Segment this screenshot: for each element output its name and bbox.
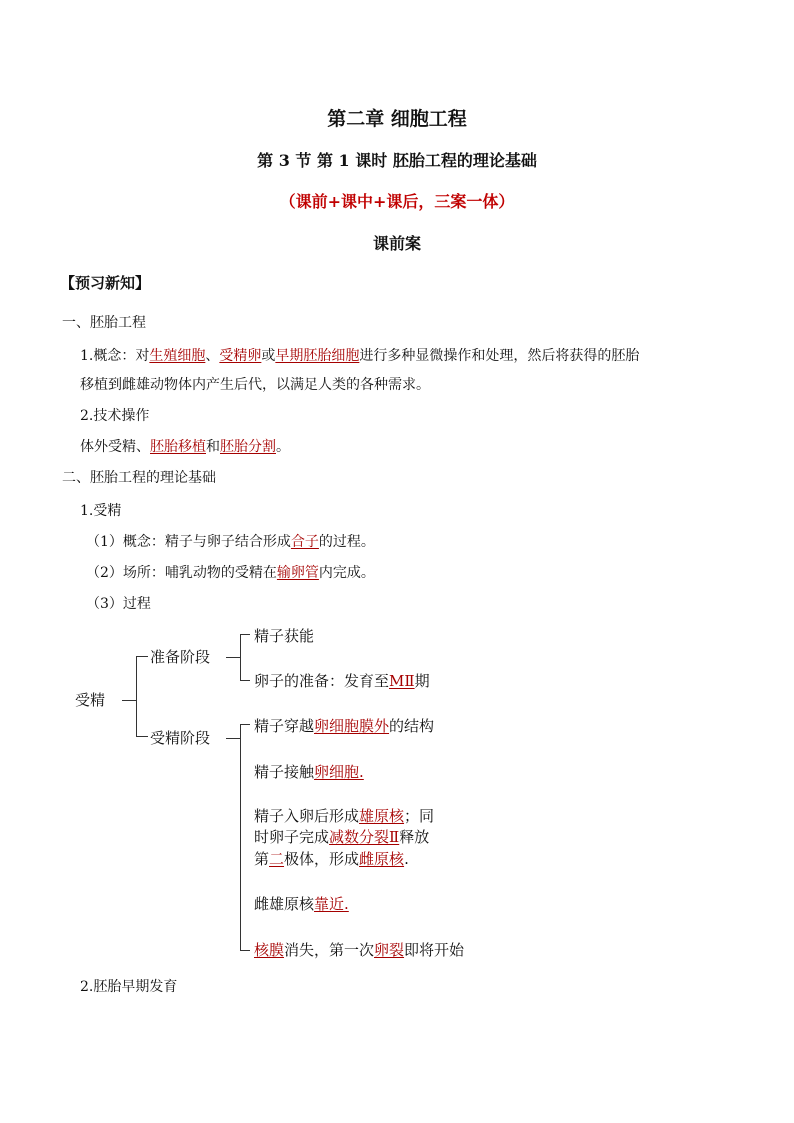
flow-pronucleus-line2 <box>254 826 429 847</box>
flow-first-cleavage <box>254 939 464 960</box>
concept-end: 的过程。 <box>318 534 375 550</box>
concept-tail: 进行多种显微操作和处理，然后将获得的胚胎 <box>359 348 640 364</box>
stage2-connector <box>136 736 148 737</box>
step-end: 即将开始 <box>404 941 465 959</box>
step-lead: 精子接触 <box>254 763 315 781</box>
answer-outside-membrane: 卵细胞膜外 <box>314 717 390 735</box>
separator: 、 <box>205 348 220 364</box>
flow-root: 受精 <box>75 691 106 709</box>
chapter-title: 第二章 细胞工程 <box>327 108 467 130</box>
step-end: . <box>404 850 409 868</box>
separator: 或 <box>261 348 276 364</box>
answer-female-pronucleus: 雌原核 <box>359 850 405 868</box>
section-title: 第 3 节 第 1 课时 胚胎工程的理论基础 <box>257 151 537 170</box>
tech-lead: 体外受精、 <box>80 439 150 455</box>
fertilization-title: 1.受精 <box>80 503 122 519</box>
concept-line-2: 移植到雌雄动物体内产生后代，以满足人类的各种需求。 <box>80 377 430 393</box>
answer-early-embryo-cell: 早期胚胎细胞 <box>275 348 360 364</box>
answer-second: 二 <box>269 850 285 868</box>
flow-pronucleus-line3 <box>254 848 409 869</box>
answer-m2: MⅡ <box>389 672 415 690</box>
stage1-connector <box>136 656 148 657</box>
flow-sperm-penetrate <box>254 715 434 736</box>
step-end: ；同 <box>404 807 435 825</box>
step-mid: 极体，形成 <box>284 850 360 868</box>
answer-cleavage: 卵裂 <box>374 941 405 959</box>
answer-oocyte: 卵细胞. <box>314 763 364 781</box>
stage-prepare: 准备阶段 <box>150 648 211 666</box>
stage-fertilize: 受精阶段 <box>150 729 211 747</box>
stage2-bracket <box>240 724 241 950</box>
flow-sperm-contact <box>254 761 364 782</box>
answer-nuclear-membrane: 核膜 <box>254 941 285 959</box>
stage1-bracket <box>240 634 241 680</box>
tech-end: 。 <box>276 439 290 455</box>
fertilization-concept <box>86 531 375 551</box>
stage1-out <box>226 657 240 658</box>
early-development-title: 2.胚胎早期发育 <box>80 979 178 995</box>
concept-lead: （1）概念：精子与卵子结合形成 <box>86 534 291 550</box>
section-1-title: 一、胚胎工程 <box>62 315 146 331</box>
step-mid: 消失，第一次 <box>284 941 375 959</box>
answer-male-pronucleus: 雄原核 <box>359 807 405 825</box>
stage2-tick-bottom <box>240 950 250 951</box>
stage2-tick-top <box>240 724 250 725</box>
concept-line-1 <box>80 345 639 365</box>
stage1-tick-top <box>240 634 250 635</box>
subtitle: （课前+课中+课后，三案一体） <box>279 192 515 211</box>
flow-oocyte-prep <box>254 670 430 691</box>
flow-pronuclei-approach <box>254 893 349 914</box>
answer-meiosis-2: 减数分裂Ⅱ <box>329 828 400 846</box>
flow-sperm-capacitation: 精子获能 <box>254 627 315 645</box>
step-lead: 雌雄原核 <box>254 895 315 913</box>
part-title: 课前案 <box>372 234 421 253</box>
answer-embryo-splitting: 胚胎分割 <box>220 439 276 455</box>
flow-pronucleus-line1 <box>254 805 434 826</box>
tech-line <box>80 436 290 456</box>
tech-and: 和 <box>206 439 220 455</box>
stage1-tick-bottom <box>240 680 250 681</box>
answer-germ-cell: 生殖细胞 <box>149 348 206 364</box>
answer-oviduct: 输卵管 <box>276 565 319 581</box>
answer-approach: 靠近. <box>314 895 349 913</box>
fertilization-place <box>86 562 375 582</box>
step-lead: 精子入卵后形成 <box>254 807 360 825</box>
step-lead: 第 <box>254 850 270 868</box>
concept-lead: 1.概念：对 <box>80 348 150 364</box>
preview-heading: 【预习新知】 <box>60 274 151 292</box>
answer-embryo-transfer: 胚胎移植 <box>150 439 206 455</box>
step-lead: 精子穿越 <box>254 717 315 735</box>
oocyte-prep-lead: 卵子的准备：发育至 <box>254 672 390 690</box>
step-end: 的结构 <box>389 717 435 735</box>
step-lead: 时卵子完成 <box>254 828 330 846</box>
place-end: 内完成。 <box>318 565 375 581</box>
root-bracket <box>136 656 137 736</box>
oocyte-prep-end: 期 <box>414 672 430 690</box>
stage2-out <box>226 738 240 739</box>
answer-zygote: 合子 <box>290 534 319 550</box>
section-2-title: 二、胚胎工程的理论基础 <box>62 470 216 486</box>
step-end: 释放 <box>399 828 430 846</box>
root-connector <box>122 700 136 701</box>
answer-zygote: 受精卵 <box>219 348 262 364</box>
fertilization-process: （3）过程 <box>86 596 151 612</box>
tech-title: 2.技术操作 <box>80 408 150 424</box>
place-lead: （2）场所：哺乳动物的受精在 <box>86 565 277 581</box>
